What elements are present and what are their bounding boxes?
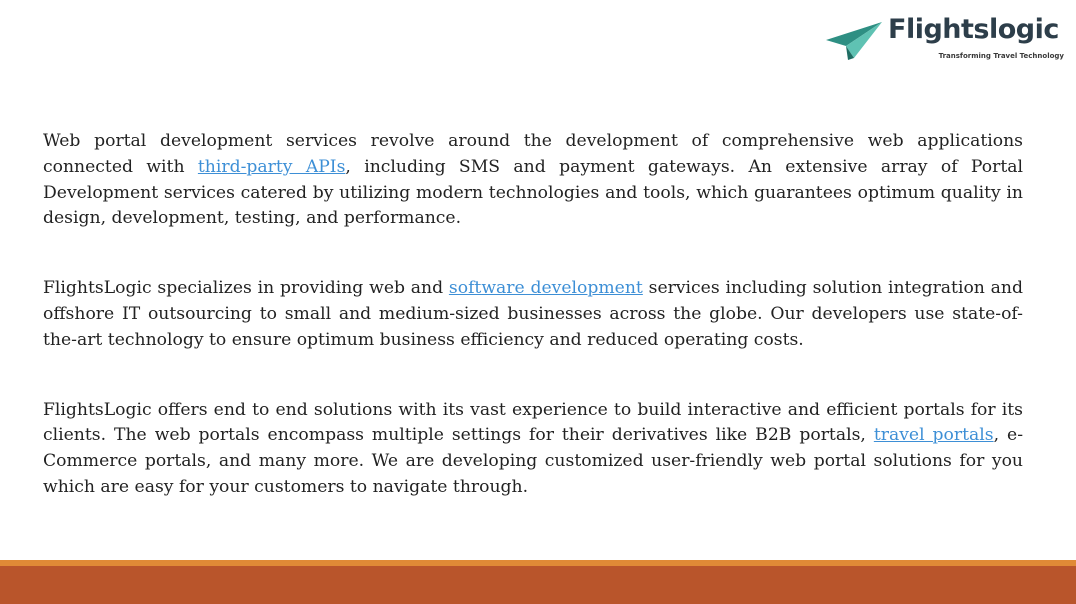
paragraph-text: FlightsLogic offers end to end solutions with its vast experience to build interactive and efficient portals for its clients. The web portals encompass multiple settings for their derivatives like B2B portals,: [43, 399, 1023, 446]
paragraph-specializes: [43, 276, 1023, 353]
paragraph-text: FlightsLogic specializes in providing web and: [43, 278, 449, 299]
main-content: [43, 129, 1023, 501]
paragraph-text: , including SMS and payment gateways. An extensive array of Portal Development services catered by utilizing modern technologies and tools, which guarantees optimum quality in design, development, testing, and performance.: [43, 156, 1024, 229]
software-development-link[interactable]: software development: [448, 278, 643, 299]
paper-plane-icon: [824, 16, 884, 62]
travel-portals-link[interactable]: travel portals: [873, 425, 994, 446]
brand-tagline: Transforming Travel Technology: [938, 52, 1064, 60]
paragraph-text: services including solution integration and offshore IT outsourcing to small and medium-sized businesses across the globe. Our developers use state-of-the-art technology to ensure optimum business efficiency and reduced operating costs.: [43, 278, 1023, 350]
brand-name: Flightslogic: [888, 14, 1059, 45]
third-party-apis-link[interactable]: third-party APIs: [197, 156, 346, 177]
footer-bar: [0, 566, 1076, 604]
paragraph-text: , e-Commerce portals, and many more. We are developing customized user-friendly web portal solutions for you which are easy for your customers to navigate through.: [43, 425, 1024, 497]
brand-logo[interactable]: [824, 10, 1064, 66]
paragraph-solutions: [43, 398, 1023, 501]
paragraph-web-portal: [43, 129, 1023, 232]
paragraph-text: Web portal development services revolve around the development of comprehensive web applications connected with: [43, 131, 1023, 177]
